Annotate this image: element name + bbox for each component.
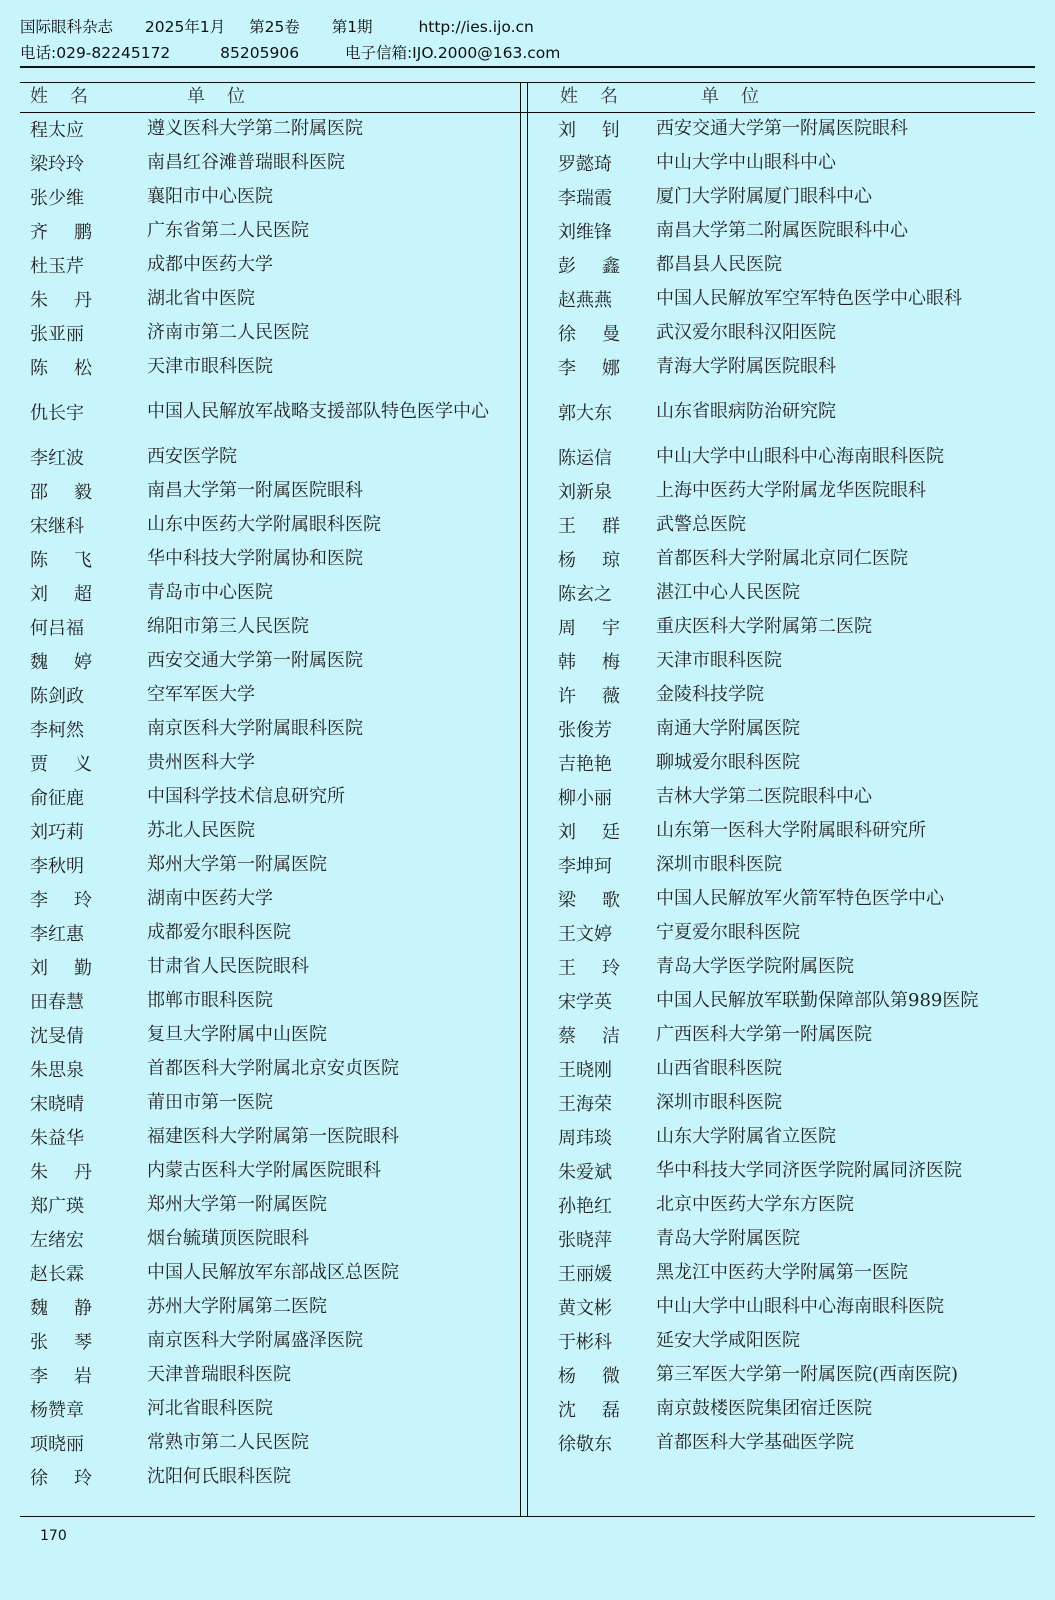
reviewer-unit: 甘肃省人民医院眼科 <box>147 956 309 977</box>
table-row <box>538 1426 1035 1460</box>
table-row <box>20 1460 515 1494</box>
reviewer-name: 田春慧 <box>30 992 84 1013</box>
table-row <box>20 610 515 644</box>
reviewer-unit: 烟台毓璜顶医院眼科 <box>147 1228 309 1249</box>
issue-date: 2025年1月 <box>144 18 226 36</box>
table-row <box>538 440 1035 474</box>
reviewer-name: 陈玄之 <box>558 584 612 605</box>
reviewer-unit: 南京医科大学附属眼科医院 <box>147 718 363 739</box>
reviewer-name: 朱丹 <box>30 290 118 311</box>
reviewer-name: 贾义 <box>30 754 118 775</box>
header-rule <box>20 66 1035 68</box>
reviewer-name: 杨微 <box>558 1366 646 1387</box>
table-row <box>538 712 1035 746</box>
reviewer-unit: 金陵科技学院 <box>656 684 764 705</box>
table-row <box>20 474 515 508</box>
reviewer-unit: 中山大学中山眼科中心海南眼科医院 <box>656 1296 944 1317</box>
table-row <box>20 282 515 316</box>
reviewer-name: 刘巧莉 <box>30 822 84 843</box>
reviewer-name: 于彬科 <box>558 1332 612 1353</box>
reviewer-name: 张俊芳 <box>558 720 612 741</box>
reviewer-name: 朱丹 <box>30 1162 118 1183</box>
table-row <box>538 950 1035 984</box>
table-row <box>538 542 1035 576</box>
journal-name: 国际眼科杂志 <box>20 18 114 36</box>
table-row <box>20 248 515 282</box>
table-row <box>538 1256 1035 1290</box>
reviewer-name: 李秋明 <box>30 856 84 877</box>
table-row <box>20 214 515 248</box>
reviewer-unit: 福建医科大学附属第一医院眼科 <box>147 1126 399 1147</box>
table-row <box>20 1426 515 1460</box>
reviewer-unit: 绵阳市第三人民医院 <box>147 616 309 637</box>
reviewer-name: 王玲 <box>558 958 646 979</box>
reviewer-unit: 山东中医药大学附属眼科医院 <box>147 514 381 535</box>
table-row <box>538 474 1035 508</box>
table-row <box>538 282 1035 316</box>
reviewer-unit: 南京鼓楼医院集团宿迁医院 <box>656 1398 872 1419</box>
reviewer-unit: 都昌县人民医院 <box>656 254 782 275</box>
table-row <box>538 984 1035 1018</box>
reviewer-name: 王丽媛 <box>558 1264 612 1285</box>
reviewer-name: 张琴 <box>30 1332 118 1353</box>
reviewer-name: 王海荣 <box>558 1094 612 1115</box>
reviewer-name: 李红惠 <box>30 924 84 945</box>
reviewer-name: 朱爱斌 <box>558 1162 612 1183</box>
table-row <box>20 1392 515 1426</box>
reviewer-unit: 中国人民解放军联勤保障部队第989医院 <box>656 990 979 1011</box>
table-row <box>20 848 515 882</box>
reviewer-name: 罗懿琦 <box>558 154 612 175</box>
page-number: 170 <box>40 1528 67 1544</box>
table-row <box>20 1290 515 1324</box>
reviewer-unit: 聊城爱尔眼科医院 <box>656 752 800 773</box>
reviewer-name: 陈剑政 <box>30 686 84 707</box>
reviewer-name: 郭大东 <box>558 403 612 424</box>
reviewer-name: 刘勤 <box>30 958 118 979</box>
reviewer-unit: 重庆医科大学附属第二医院 <box>656 616 872 637</box>
table-row <box>20 746 515 780</box>
table-row <box>538 746 1035 780</box>
reviewer-unit: 南昌大学第二附属医院眼科中心 <box>656 220 908 241</box>
reviewer-name: 陈运信 <box>558 448 612 469</box>
reviewer-unit: 中国人民解放军战略支援部队特色医学中心 <box>147 401 489 422</box>
reviewer-unit: 武汉爱尔眼科汉阳医院 <box>656 322 836 343</box>
table-row <box>20 440 515 474</box>
reviewer-unit: 湖北省中医院 <box>147 288 255 309</box>
table-row <box>538 1188 1035 1222</box>
header-name: 姓名 <box>560 86 640 107</box>
table-row <box>20 780 515 814</box>
reviewer-unit: 贵州医科大学 <box>147 752 255 773</box>
table-row <box>538 1120 1035 1154</box>
reviewer-unit: 济南市第二人民医院 <box>147 322 309 343</box>
reviewer-name: 刘超 <box>30 584 118 605</box>
reviewer-unit: 中山大学中山眼科中心海南眼科医院 <box>656 446 944 467</box>
reviewer-name: 杨琼 <box>558 550 646 571</box>
table-row <box>20 508 515 542</box>
right-column <box>538 82 1035 1460</box>
table-row <box>20 542 515 576</box>
phone-2: 85205906 <box>220 44 300 62</box>
reviewer-name: 郑广瑛 <box>30 1196 84 1217</box>
reviewer-unit: 首都医科大学附属北京同仁医院 <box>656 548 908 569</box>
reviewer-name: 张亚丽 <box>30 324 84 345</box>
reviewer-unit: 武警总医院 <box>656 514 746 535</box>
reviewer-unit: 青岛大学附属医院 <box>656 1228 800 1249</box>
reviewer-name: 徐曼 <box>558 324 646 345</box>
reviewer-unit: 沈阳何氏眼科医院 <box>147 1466 291 1487</box>
table-row <box>20 576 515 610</box>
reviewer-unit: 邯郸市眼科医院 <box>147 990 273 1011</box>
issue: 第1期 <box>331 18 373 36</box>
reviewer-name: 魏静 <box>30 1298 118 1319</box>
table-row <box>20 1086 515 1120</box>
table-row <box>20 350 515 384</box>
table-row <box>538 780 1035 814</box>
header-unit: 单位 <box>187 86 267 107</box>
reviewer-unit: 宁夏爱尔眼科医院 <box>656 922 800 943</box>
reviewer-unit: 南昌红谷滩普瑞眼科医院 <box>147 152 345 173</box>
reviewer-unit: 西安交通大学第一附属医院 <box>147 650 363 671</box>
table-row <box>20 644 515 678</box>
reviewer-name: 程太应 <box>30 120 84 141</box>
table-row <box>538 1154 1035 1188</box>
header-line-2 <box>20 40 1035 66</box>
table-row <box>20 814 515 848</box>
table-bottom-rule <box>20 1516 1035 1517</box>
email[interactable]: 电子信箱:IJO.2000@163.com <box>344 44 561 62</box>
reviewer-unit: 南通大学附属医院 <box>656 718 800 739</box>
table-row <box>20 916 515 950</box>
table-row <box>538 1222 1035 1256</box>
reviewer-unit: 郑州大学第一附属医院 <box>147 854 327 875</box>
table-row <box>538 644 1035 678</box>
reviewer-unit: 南昌大学第一附属医院眼科 <box>147 480 363 501</box>
table-row <box>20 984 515 1018</box>
table-row <box>20 1188 515 1222</box>
table-row <box>20 1018 515 1052</box>
reviewer-name: 李玲 <box>30 890 118 911</box>
reviewer-unit: 北京中医药大学东方医院 <box>656 1194 854 1215</box>
reviewer-name: 李柯然 <box>30 720 84 741</box>
table-row <box>538 350 1035 384</box>
table-row <box>538 1052 1035 1086</box>
reviewer-name: 周宇 <box>558 618 646 639</box>
header-line-1 <box>20 14 1035 40</box>
reviewer-name: 李娜 <box>558 358 646 379</box>
reviewer-name: 沈磊 <box>558 1400 646 1421</box>
table-row <box>20 1222 515 1256</box>
reviewer-name: 项晓丽 <box>30 1434 84 1455</box>
reviewer-name: 张少维 <box>30 188 84 209</box>
table-row <box>20 1120 515 1154</box>
table-row <box>20 1154 515 1188</box>
reviewer-name: 李红波 <box>30 448 84 469</box>
reviewer-unit: 遵义医科大学第二附属医院 <box>147 118 363 139</box>
table-row <box>538 1086 1035 1120</box>
reviewer-name: 李岩 <box>30 1366 118 1387</box>
reviewer-unit: 天津市眼科医院 <box>147 356 273 377</box>
reviewer-name: 吉艳艳 <box>558 754 612 775</box>
table-row <box>538 180 1035 214</box>
table-header-left <box>20 82 515 112</box>
reviewer-name: 王晓刚 <box>558 1060 612 1081</box>
table-row <box>538 1358 1035 1392</box>
phone: 电话:029-82245172 <box>20 44 171 62</box>
table-row <box>538 1018 1035 1052</box>
reviewer-unit: 中国科学技术信息研究所 <box>147 786 345 807</box>
left-column <box>20 82 515 1494</box>
table-row <box>538 1324 1035 1358</box>
reviewer-name: 何吕福 <box>30 618 84 639</box>
reviewer-unit: 青岛大学医学院附属医院 <box>656 956 854 977</box>
reviewer-unit: 湛江中心人民医院 <box>656 582 800 603</box>
reviewer-name: 齐鹏 <box>30 222 118 243</box>
reviewer-unit: 延安大学咸阳医院 <box>656 1330 800 1351</box>
reviewer-unit: 吉林大学第二医院眼科中心 <box>656 786 872 807</box>
reviewer-unit: 西安交通大学第一附属医院眼科 <box>656 118 908 139</box>
reviewer-unit: 莆田市第一医院 <box>147 1092 273 1113</box>
table-row <box>20 950 515 984</box>
reviewer-unit: 青海大学附属医院眼科 <box>656 356 836 377</box>
reviewer-name: 陈松 <box>30 358 118 379</box>
reviewer-name: 俞征鹿 <box>30 788 84 809</box>
table-row <box>538 384 1035 440</box>
reviewer-unit: 中国人民解放军火箭军特色医学中心 <box>656 888 944 909</box>
reviewer-unit: 华中科技大学附属协和医院 <box>147 548 363 569</box>
reviewer-unit: 第三军医大学第一附属医院(西南医院) <box>656 1364 959 1385</box>
reviewer-name: 许薇 <box>558 686 646 707</box>
reviewer-unit: 中山大学中山眼科中心 <box>656 152 836 173</box>
reviewer-name: 赵长霖 <box>30 1264 84 1285</box>
table-row <box>538 214 1035 248</box>
reviewer-name: 王文婷 <box>558 924 612 945</box>
reviewer-name: 黄文彬 <box>558 1298 612 1319</box>
reviewer-name: 梁玲玲 <box>30 154 84 175</box>
reviewer-unit: 内蒙古医科大学附属医院眼科 <box>147 1160 381 1181</box>
reviewer-name: 李坤珂 <box>558 856 612 877</box>
reviewer-name: 刘维锋 <box>558 222 612 243</box>
reviewer-unit: 湖南中医药大学 <box>147 888 273 909</box>
reviewer-name: 徐玲 <box>30 1468 118 1489</box>
header-unit: 单位 <box>701 86 781 107</box>
reviewer-unit: 上海中医药大学附属龙华医院眼科 <box>656 480 926 501</box>
reviewer-unit: 厦门大学附属厦门眼科中心 <box>656 186 872 207</box>
reviewer-name: 魏婷 <box>30 652 118 673</box>
reviewer-name: 杨赞章 <box>30 1400 84 1421</box>
reviewer-unit: 山东省眼病防治研究院 <box>656 401 836 422</box>
reviewer-unit: 西安医学院 <box>147 446 237 467</box>
reviewer-unit: 深圳市眼科医院 <box>656 854 782 875</box>
reviewer-name: 李瑞霞 <box>558 188 612 209</box>
reviewer-name: 赵燕燕 <box>558 290 612 311</box>
volume: 第25卷 <box>249 18 300 36</box>
reviewer-unit: 常熟市第二人民医院 <box>147 1432 309 1453</box>
table-row <box>20 146 515 180</box>
table-row <box>20 384 515 440</box>
table-row <box>538 814 1035 848</box>
reviewer-name: 刘新泉 <box>558 482 612 503</box>
reviewer-name: 宋晓晴 <box>30 1094 84 1115</box>
reviewer-name: 刘钊 <box>558 120 646 141</box>
reviewer-name: 宋继科 <box>30 516 84 537</box>
reviewer-unit: 山西省眼科医院 <box>656 1058 782 1079</box>
reviewer-name: 仇长宇 <box>30 403 84 424</box>
table-row <box>538 316 1035 350</box>
reviewer-unit: 山东第一医科大学附属眼科研究所 <box>656 820 926 841</box>
reviewer-unit: 华中科技大学同济医学院附属同济医院 <box>656 1160 962 1181</box>
reviewer-unit: 苏北人民医院 <box>147 820 255 841</box>
reviewer-unit: 复旦大学附属中山医院 <box>147 1024 327 1045</box>
reviewer-unit: 南京医科大学附属盛泽医院 <box>147 1330 363 1351</box>
table-row <box>538 848 1035 882</box>
journal-url[interactable]: http://ies.ijo.cn <box>418 18 534 36</box>
reviewer-unit: 苏州大学附属第二医院 <box>147 1296 327 1317</box>
column-separator <box>520 82 528 1516</box>
table-row <box>538 112 1035 146</box>
table-row <box>538 1290 1035 1324</box>
reviewer-unit: 山东大学附属省立医院 <box>656 1126 836 1147</box>
reviewer-unit: 深圳市眼科医院 <box>656 1092 782 1113</box>
table-row <box>20 882 515 916</box>
reviewer-name: 韩梅 <box>558 652 646 673</box>
reviewer-unit: 天津普瑞眼科医院 <box>147 1364 291 1385</box>
table-row <box>538 1392 1035 1426</box>
table-row <box>20 1358 515 1392</box>
reviewer-name: 柳小丽 <box>558 788 612 809</box>
table-row <box>538 576 1035 610</box>
reviewer-unit: 广东省第二人民医院 <box>147 220 309 241</box>
table-row <box>538 508 1035 542</box>
reviewer-unit: 首都医科大学基础医学院 <box>656 1432 854 1453</box>
reviewer-name: 朱思泉 <box>30 1060 84 1081</box>
table-row <box>20 1052 515 1086</box>
reviewer-name: 孙艳红 <box>558 1196 612 1217</box>
reviewer-name: 邵毅 <box>30 482 118 503</box>
table-row <box>20 1256 515 1290</box>
reviewer-unit: 青岛市中心医院 <box>147 582 273 603</box>
reviewer-name: 张晓萍 <box>558 1230 612 1251</box>
table-row <box>538 610 1035 644</box>
reviewer-name: 沈旻倩 <box>30 1026 84 1047</box>
reviewer-unit: 中国人民解放军东部战区总医院 <box>147 1262 399 1283</box>
reviewer-name: 徐敬东 <box>558 1434 612 1455</box>
reviewer-name: 梁歌 <box>558 890 646 911</box>
reviewer-unit: 广西医科大学第一附属医院 <box>656 1024 872 1045</box>
reviewer-unit: 黑龙江中医药大学附属第一医院 <box>656 1262 908 1283</box>
reviewer-name: 周玮琰 <box>558 1128 612 1149</box>
reviewer-unit: 天津市眼科医院 <box>656 650 782 671</box>
reviewer-name: 宋学英 <box>558 992 612 1013</box>
table-row <box>20 112 515 146</box>
running-header <box>20 14 1035 66</box>
reviewer-unit: 空军军医大学 <box>147 684 255 705</box>
table-row <box>538 916 1035 950</box>
header-name: 姓名 <box>30 86 110 107</box>
table-header-right <box>538 82 1035 112</box>
reviewer-unit: 成都中医药大学 <box>147 254 273 275</box>
reviewer-name: 刘廷 <box>558 822 646 843</box>
reviewer-unit: 襄阳市中心医院 <box>147 186 273 207</box>
table-row <box>538 248 1035 282</box>
table-row <box>538 882 1035 916</box>
reviewer-unit: 首都医科大学附属北京安贞医院 <box>147 1058 399 1079</box>
table-row <box>20 678 515 712</box>
table-row <box>20 180 515 214</box>
table-row <box>538 678 1035 712</box>
reviewer-name: 朱益华 <box>30 1128 84 1149</box>
table-row <box>538 146 1035 180</box>
reviewer-unit: 中国人民解放军空军特色医学中心眼科 <box>656 288 962 309</box>
table-row <box>20 1324 515 1358</box>
reviewer-unit: 河北省眼科医院 <box>147 1398 273 1419</box>
reviewer-name: 左绪宏 <box>30 1230 84 1251</box>
reviewer-name: 杜玉芹 <box>30 256 84 277</box>
table-row <box>20 712 515 746</box>
reviewer-name: 蔡洁 <box>558 1026 646 1047</box>
table-row <box>20 316 515 350</box>
reviewer-name: 彭鑫 <box>558 256 646 277</box>
reviewer-name: 王群 <box>558 516 646 537</box>
reviewer-name: 陈飞 <box>30 550 118 571</box>
reviewer-unit: 郑州大学第一附属医院 <box>147 1194 327 1215</box>
reviewer-unit: 成都爱尔眼科医院 <box>147 922 291 943</box>
